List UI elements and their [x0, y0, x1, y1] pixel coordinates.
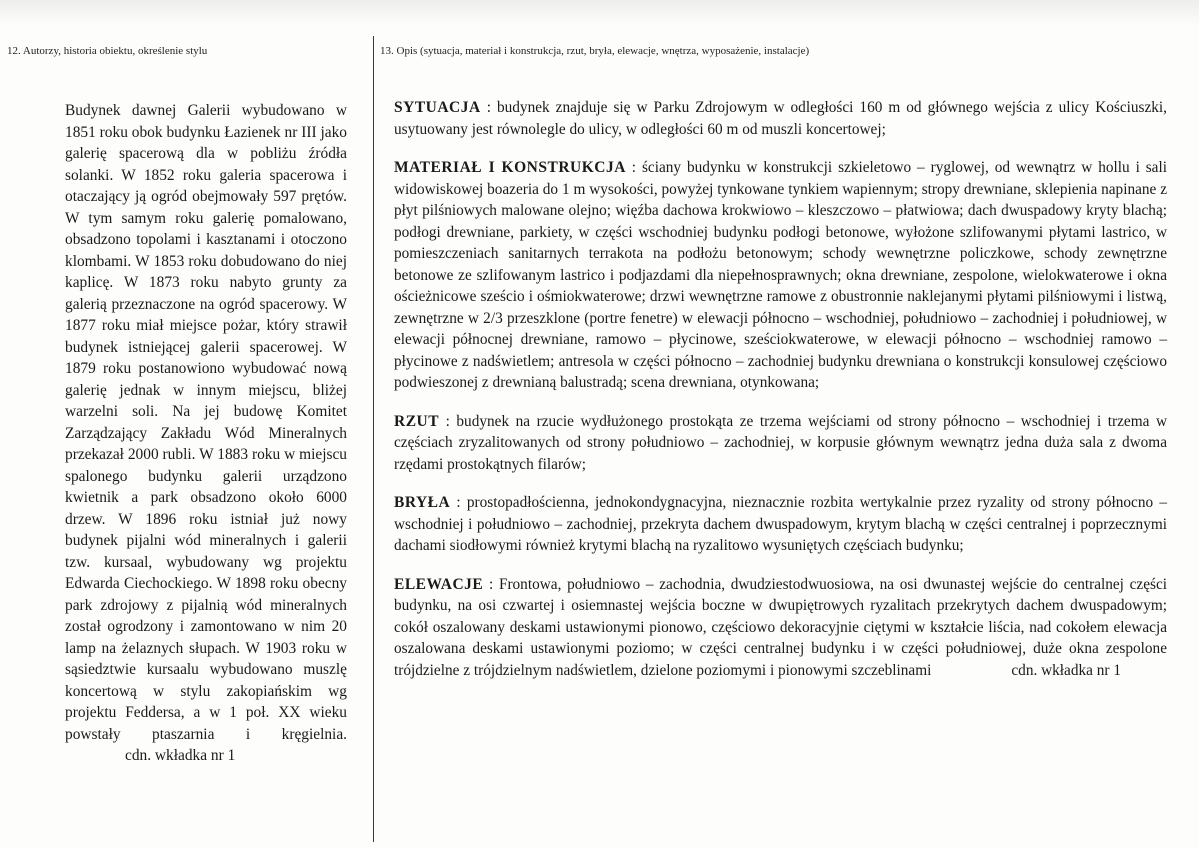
column-divider: [373, 36, 374, 842]
section-material-konstrukcja: [394, 157, 1167, 394]
section-rzut: [394, 411, 1167, 476]
description-column: [394, 97, 1167, 698]
section-body: budynek na rzucie wydłużonego prostokąta ze trzema wejściami od strony północno – wschodniej i trzema w częściach zryzalitowanych od strony południowo – zachodniej, w korpusie głównym wewnątrz jedna duża sala z dwoma rzędami prostokątnych filarów;: [394, 412, 1167, 473]
section-separator: :: [450, 494, 467, 511]
section-body: prostopadłościenna, jednokondygnacyjna, nieznacznie rozbita wertykalnie przez ryzality od strony północno – wschodniej i południowo – zachodniej, przekryta dachem dwuspadowym, krytym blachą w części centralnej i poprzecznymi dachami siodłowymi również krytymi blachą na ryzalitowo wysuniętych częściach budynku;: [394, 494, 1167, 554]
history-text: Budynek dawnej Galerii wybudowano w 1851 roku obok budynku Łazienek nr III jako galerię spacerową dla w pobliżu źródła solanki. W 1852 roku galeria spacerowa i otaczający ją ogród obejmowały 597 prętów. W tym samym roku galerię pomalowano, obsadzono topolami i kasztanami i otoczono klombami. W 1853 roku dobudowano do niej kaplicę. W 1873 roku nabyto grunty za galerią przeznaczone na ogród spacerowy. W 1877 roku miał miejsce pożar, który strawił budynek istniejącej galerii spacerowej. W 1879 roku postanowiono wybudować nową galerię jednak w innym miejscu, bliżej warzelni soli. Na jej budowę Komitet Zarządzający Zakładu Wód Mineralnych przekazał 2000 rubli. W 1883 roku w miejscu spalonego budynku galerii urządzono kwietnik a park obsadzono około 6000 drzew. W 1896 roku istniał już nowy budynek pijalni wód mineralnych i galerii tzw. kursaal, wybudowany wg projektu Edwarda Ciechockiego. W 1898 roku obecny park zdrojowy z pijalnią wód mineralnych został ogrodzony i zamontowano w nim 20 lamp na żelaznych słupach. W 1903 roku w sąsiedztwie kursaalu wybudowano muszlę koncertową w stylu zakopiańskim wg projektu Feddersa, a w 1 poł. XX wieku powstały ptaszarnia i kręgielnia.: [65, 102, 347, 743]
section-body: budynek znajduje się w Parku Zdrojowym w odległości 160 m od głównego wejścia z ulicy Kościuszki, usytuowany jest równolegle do ulicy, w odległości 60 m od muszli koncertowej;: [394, 99, 1168, 138]
section-separator: :: [439, 412, 457, 430]
history-continuation-note: cdn. wkładka nr 1: [125, 747, 236, 764]
elewacje-continuation-note: cdn. wkładka nr 1: [1011, 661, 1121, 679]
section-heading: MATERIAŁ I KONSTRUKCJA: [394, 159, 626, 176]
section-sytuacja: [394, 97, 1167, 140]
scan-edge: [0, 0, 1199, 26]
section-body: ściany budynku w konstrukcji szkieletowo – ryglowej, od wewnątrz w hollu i sali widowiskowej boazeria do 1 m wysokości, powyżej tynkowane tynkiem wapiennym; stropy drewniane, sklepienia napinane z płyt pilśniowych malowane olejno; więźba dachowa krokwiowo – kleszczowo – płatwiowa; dach dwuspadowy kryty blachą; podłogi drewniane, parkiety, w części wschodniej budynku podłogi betonowe, wyłożone szlifowanymi płytami lastrico, w pomieszczeniach sanitarnych terrakota na podłożu betonowym; schody wewnętrzne policzkowe, schody zewnętrzne betonowe ze szlifowanym lastrico i podjazdami dla niepełnosprawnych; okna drewniane, zespolone, wielokwaterowe i okna ościeżnicowe sześcio i ośmiokwaterowe; drzwi wewnętrzne ramowe z obustronnie naklejanymi płytami pilśniowymi i listwą, zewnętrzne w 2/3 przeszklone (portre fenetre) w elewacji północno – wschodniej, południowo – zachodniej i południowej, w elewacji północnej drewniane, ramowo – płycinowe, sześciokwaterowe, w elewacji północno – wschodniej ramowo – płycinowe z nadświetlem; antresola w części północno – zachodniej budynku drewniana o konstrukcji konsulowej częściowo podwieszonej z drewnianą balustradą; scena drewniana, otynkowana;: [394, 159, 1167, 391]
right-column-header: 13. Opis (sytuacja, materiał i konstrukcja, rzut, bryła, elewacje, wnętrza, wyposażenie, instalacje): [380, 45, 810, 57]
section-bryla: [394, 492, 1167, 557]
section-body: Frontowa, południowo – zachodnia, dwudziestodwuosiowa, na osi dwunastej wejście do centralnej części budynku, na osi czwartej i osiemnastej wejścia boczne w dwupiętrowych ryzalitach przekrytych dachem dwuspadowym; cokół oszalowany deskami ustawionymi pionowo, częściowo dekoracyjnie ciętymi w kształcie liścia, nad cokołem elewacja oszalowana deskami ustawionymi poziomo; w części centralnej budynku i w części południowej, duże okna zespolone trójdzielne z trójdzielnym nadświetlem, dzielone poziomymi i pionowymi szczeblinami: [394, 575, 1167, 679]
section-elewacje: [394, 574, 1167, 682]
section-heading: BRYŁA: [394, 494, 451, 511]
section-separator: :: [483, 575, 499, 593]
section-heading: ELEWACJE: [394, 575, 484, 593]
section-heading: RZUT: [394, 412, 440, 430]
section-heading: SYTUACJA: [394, 99, 481, 116]
section-separator: :: [480, 99, 497, 116]
section-separator: :: [625, 159, 642, 176]
left-column-header: 12. Autorzy, historia obiektu, określenie stylu: [7, 45, 208, 57]
history-column: [65, 100, 347, 767]
